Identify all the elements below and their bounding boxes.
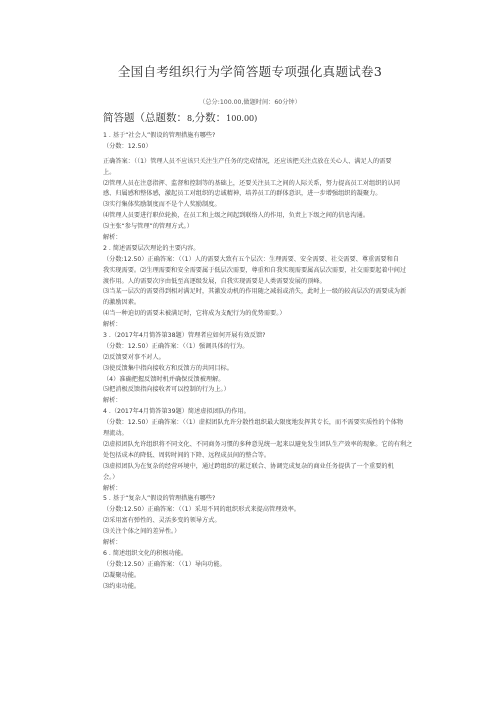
text-line: （分数:12.50）正确答案：（（1）采用不同的组织形式来提高管理效率。 <box>103 506 300 514</box>
text-line: 解析： <box>103 234 122 242</box>
text-line: 解析： <box>103 484 122 492</box>
text-line: 渡作用。人的需要次序由低至高逐级发展，自我实现需要是人类需要发展的顶峰。 <box>103 277 326 285</box>
text-line: ⑸主张“参与管理”的管理方式。） <box>103 223 193 231</box>
text-line: ⑷管理人员要进行职位轮换，在员工和上级之间起到联络人的作用，负责上下级之间的信息沟通。 <box>103 212 370 220</box>
text-line: 会。） <box>103 473 119 481</box>
text-line: ⑶使反馈集中指向接收方和反馈方的共同目标。 <box>103 364 233 372</box>
text-line: 感、归属感和整体感，激起员工对组织的忠诚精神，培养员工的群体意识，进一步增强组织的凝聚力。 <box>103 190 382 198</box>
text-line: ⑶实行集体奖励制度而不是个人奖励制度。 <box>103 201 221 209</box>
text-line: ⑵虚拟团队允许组织将不同文化、不同商务习惯的多种意见统一起来以避免发生团队生产效率的现象。它的有利之 <box>103 440 413 448</box>
text-line: 5 . 基于“复杂人”假设的管理措施有哪些? <box>103 495 216 503</box>
text-line: ⑸把消极反馈指向接收者可以控制的行为上。） <box>103 386 230 394</box>
text-line: ⑷当一种迫切的需要未被满足时，它将成为支配行为的优势需要。） <box>103 310 286 318</box>
text-line: 2 . 简述需要层次理论的主要内容。 <box>103 244 200 252</box>
exam-meta: （总分:100.00,做题时间：60分钟） <box>199 99 301 106</box>
document-body <box>103 131 413 592</box>
text-line: ⑶关注个体之间的差异性。） <box>103 528 181 536</box>
text-line: 我实现需要。⑵生理需要和安全需要属于低层次需要，尊重和自我实现需要属高层次需要，社交需要起着中间过 <box>103 266 407 274</box>
document-title: 全国自考组织行为学简答题专项强化真题试卷3 <box>117 64 383 79</box>
text-line: （分数：12.50）正确答案：（（1）强调具体的行为。 <box>103 342 249 350</box>
text-line: 处包括成本的降低、周转时间的下降、远程成员间的整合等。 <box>103 451 271 459</box>
text-line: ⑶虚拟团队为在复杂的经营环境中，通过跨组织的紧迁联合、协调完成复杂的商业任务提供了一个重要的机 <box>103 462 394 470</box>
text-line: 解析： <box>103 538 122 546</box>
text-line: 正确答案：（（1）管理人员不应该只关注生产任务的完成情况，还应该把关注点放在关心人、满足人的需要 <box>103 157 392 165</box>
text-line: ⑵反馈要对事不对人。 <box>103 353 165 361</box>
section-score-label: 分数： <box>194 112 227 124</box>
section-label: 简答题（总题数： <box>103 112 187 124</box>
section-heading <box>103 110 257 125</box>
text-line: 上。 <box>103 168 116 176</box>
text-line: （分数:12.50）正确答案：（（1）人的需要大致有五个层次：生理需要、安全需要、社交需要、尊重需要和自 <box>103 255 399 263</box>
section-count: 8, <box>187 114 195 123</box>
text-line: 6 . 简述组织文化的积极功能。 <box>103 549 188 557</box>
text-line: ⑶当某一层次的需要得到相对满足时，其激发动机的作用随之减弱或消失，此时上一级的较高层次的需要成为新 <box>103 288 407 296</box>
text-line: （分数:12.50）正确答案：（（1）导向功能。 <box>103 560 226 568</box>
text-line: 解析： <box>103 321 122 329</box>
text-line: 解析： <box>103 397 122 405</box>
text-line: ⑶约束功能。 <box>103 582 141 590</box>
text-line: ⑵管理人员在注意指挥、监督和控制等的基础上，还要关注员工之间的人际关系，努力提高员工对组织的认同 <box>103 179 400 187</box>
text-line: 1 . 基于“社会人”假设的管理措施有哪些? <box>103 132 216 139</box>
text-line: 3 .（2017年4月简答第38题）管理者应如何开展有效反馈? <box>103 332 266 340</box>
text-line: 4 .（2017年4月简答第39题）简述虚拟团队的作用。 <box>103 408 250 416</box>
text-line: （分数：12.50） <box>103 142 152 150</box>
text-line: 理流动。 <box>103 430 128 438</box>
text-line: （分数：12.50）正确答案：（（1）虚拟团队允许分散性组织最大限度地发挥其专长，而不需要实质性的个体物 <box>103 419 404 427</box>
text-line: ⑵凝聚功能。 <box>103 571 141 579</box>
text-line: ⑵采用富有弹性的、灵活多变的领导方式。 <box>103 517 221 525</box>
section-score: 100.00) <box>226 114 258 123</box>
text-line: 的激励因素。 <box>103 299 141 307</box>
text-line: （4）准确把握反馈时机并确保反馈被理解。 <box>103 375 225 383</box>
